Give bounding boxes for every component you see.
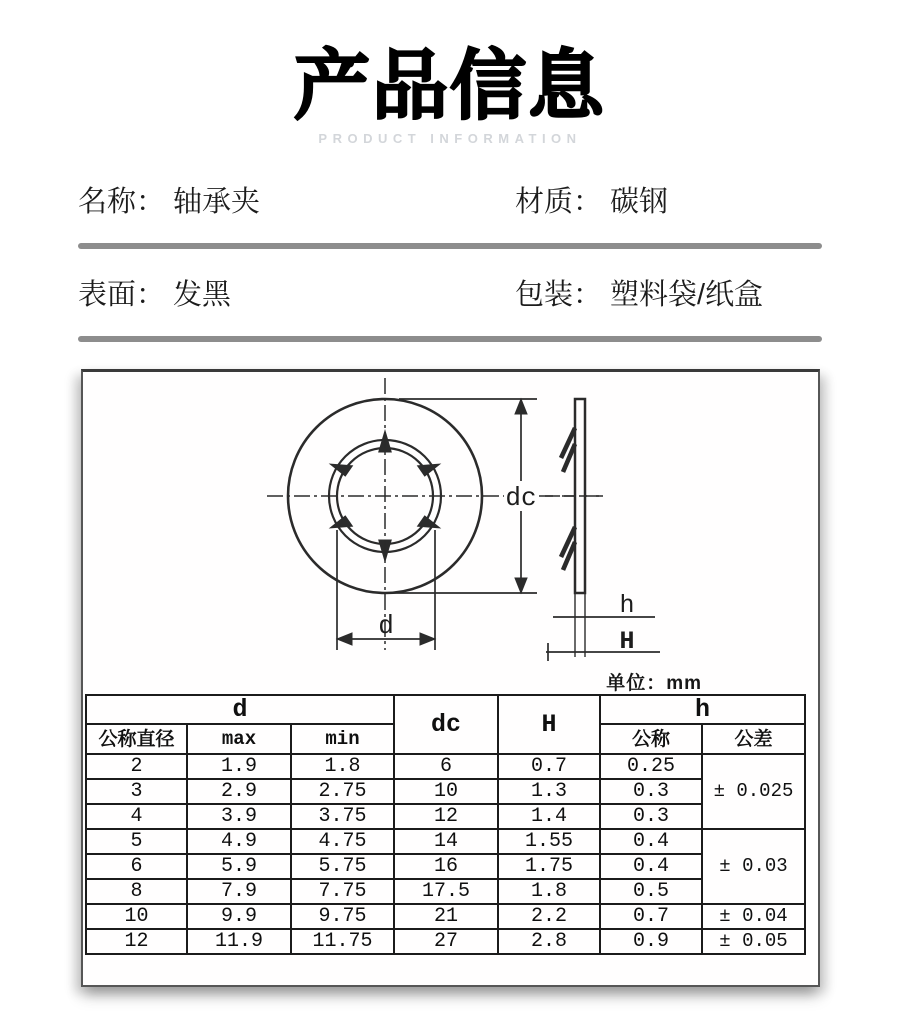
technical-drawing [83, 372, 814, 694]
spec-surface [78, 272, 515, 313]
table-row [86, 904, 805, 929]
table-cell: 5 [86, 829, 187, 854]
table-cell: 4 [86, 804, 187, 829]
spec-panel [81, 369, 820, 987]
title-block [0, 0, 900, 146]
table-cell: 0.4 [600, 854, 702, 879]
table-cell: 10 [86, 904, 187, 929]
header-d-nominal: 公称直径 [86, 724, 187, 754]
spec-packaging [515, 272, 763, 313]
table-cell: 3.75 [291, 804, 394, 829]
table-cell: 2.2 [498, 904, 600, 929]
spec-name [78, 179, 515, 220]
table-cell: 1.55 [498, 829, 600, 854]
table-header-row-1 [86, 695, 805, 724]
spec-name-value: 轴承夹 [173, 186, 261, 219]
table-cell: 6 [394, 754, 498, 779]
table-cell-tolerance: ± 0.025 [702, 754, 805, 829]
table-cell: 0.9 [600, 929, 702, 954]
table-cell: 5.9 [187, 854, 291, 879]
table-cell: 1.75 [498, 854, 600, 879]
table-row [86, 929, 805, 954]
table-row [86, 829, 805, 854]
table-cell: 2.9 [187, 779, 291, 804]
table-cell: 16 [394, 854, 498, 879]
table-cell: 0.7 [498, 754, 600, 779]
header-d: d [86, 695, 394, 724]
table-row [86, 779, 805, 804]
table-cell-tolerance: ± 0.04 [702, 904, 805, 929]
table-cell: 1.9 [187, 754, 291, 779]
table-cell: 9.9 [187, 904, 291, 929]
table-cell: 9.75 [291, 904, 394, 929]
table-cell: 0.25 [600, 754, 702, 779]
unit-note: 单位：mm [606, 673, 702, 694]
washer-front-view [267, 378, 599, 650]
h-label: h [619, 591, 635, 620]
spec-packaging-label: 包装： [515, 279, 603, 312]
spec-surface-label: 表面： [78, 279, 166, 312]
table-cell: 2.8 [498, 929, 600, 954]
table-cell: 12 [394, 804, 498, 829]
spec-material-value: 碳钢 [610, 186, 669, 219]
table-cell: 7.9 [187, 879, 291, 904]
divider-1 [78, 243, 822, 249]
header-h-nominal: 公称 [600, 724, 702, 754]
spec-row-2 [0, 272, 900, 313]
table-cell: 11.9 [187, 929, 291, 954]
table-cell: 5.75 [291, 854, 394, 879]
washer-side-view [545, 399, 660, 661]
table-cell: 0.5 [600, 879, 702, 904]
table-cell: 0.7 [600, 904, 702, 929]
table-row [86, 879, 805, 904]
table-cell: 1.3 [498, 779, 600, 804]
header-h-tolerance: 公差 [702, 724, 805, 754]
header-h: h [600, 695, 805, 724]
drawing-labels [378, 483, 634, 656]
table-cell: 1.4 [498, 804, 600, 829]
spec-material-label: 材质： [515, 186, 603, 219]
page-subtitle: PRODUCT INFORMATION [318, 131, 582, 147]
table-cell: 14 [394, 829, 498, 854]
table-cell: 10 [394, 779, 498, 804]
header-dc: dc [394, 695, 498, 754]
side-teeth-tabs [561, 428, 575, 570]
divider-2 [78, 336, 822, 342]
page-title: 产品信息 [294, 44, 606, 129]
table-cell: 1.8 [291, 754, 394, 779]
table-cell: 8 [86, 879, 187, 904]
H-label: H [619, 627, 635, 656]
table-cell: 11.75 [291, 929, 394, 954]
spec-material [515, 179, 668, 220]
table-cell: 2.75 [291, 779, 394, 804]
table-cell: 0.4 [600, 829, 702, 854]
spec-name-label: 名称： [78, 186, 166, 219]
spec-row-1 [0, 179, 900, 220]
table-row [86, 854, 805, 879]
table-cell: 3 [86, 779, 187, 804]
spec-packaging-value: 塑料袋/纸盒 [610, 279, 764, 312]
table-cell: 2 [86, 754, 187, 779]
table-cell: 7.75 [291, 879, 394, 904]
spec-surface-value: 发黑 [173, 279, 232, 312]
dc-label: dc [505, 483, 537, 513]
table-cell: 0.3 [600, 779, 702, 804]
table-cell: 4.9 [187, 829, 291, 854]
table-cell: 0.3 [600, 804, 702, 829]
d-label: d [378, 611, 394, 641]
header-d-min: min [291, 724, 394, 754]
table-cell: 1.8 [498, 879, 600, 904]
table-cell: 3.9 [187, 804, 291, 829]
table-cell: 17.5 [394, 879, 498, 904]
table-cell: 4.75 [291, 829, 394, 854]
table-cell: 27 [394, 929, 498, 954]
table-cell-tolerance: ± 0.05 [702, 929, 805, 954]
table-row [86, 804, 805, 829]
header-H: H [498, 695, 600, 754]
table-cell: 6 [86, 854, 187, 879]
header-d-max: max [187, 724, 291, 754]
spec-section [0, 179, 900, 342]
table-cell: 12 [86, 929, 187, 954]
dimension-table [85, 694, 806, 955]
table-cell: 21 [394, 904, 498, 929]
table-row [86, 754, 805, 779]
table-cell-tolerance: ± 0.03 [702, 829, 805, 904]
